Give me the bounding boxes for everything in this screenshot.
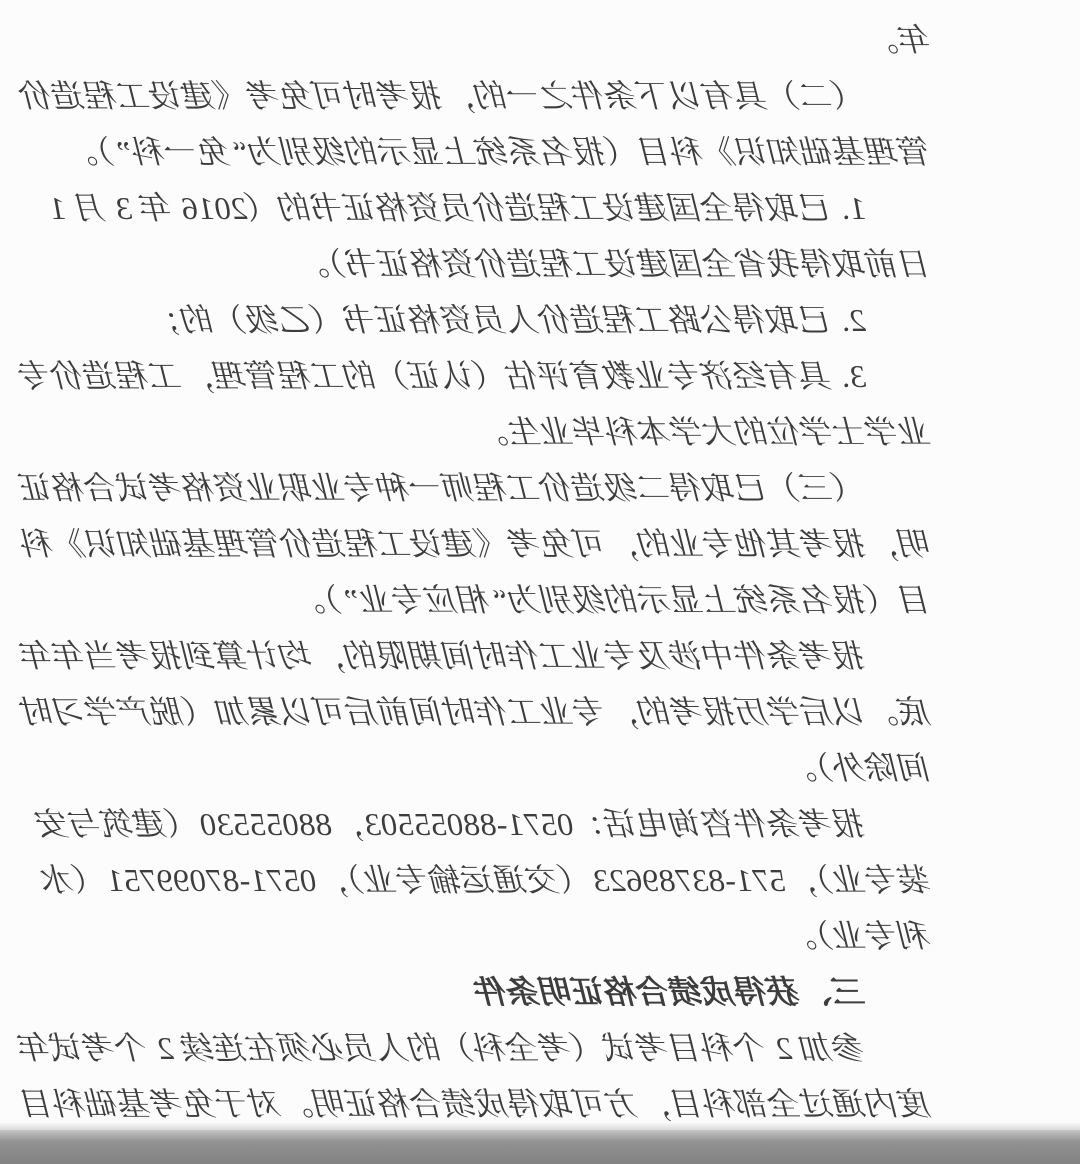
- document-line: 度内通过全部科目，方可取得成绩合格证明。对于免考基础科目: [21, 1086, 932, 1122]
- section-heading: 三、获得成绩合格证明条件: [475, 974, 866, 1010]
- document-line: （三）已取得二级造价工程师一种专业职业资格考试合格证: [20, 470, 866, 506]
- document-line: （二）具有以下条件之一的，报考时可免考《建设工程造价: [20, 78, 866, 114]
- document-line: 报考条件咨询电话：0571-88055503，88055530（建筑与安: [37, 806, 866, 842]
- document-line: 明，报考其他专业的，可免考《建设工程造价管理基础知识》科: [21, 526, 932, 562]
- scan-bottom-edge: [0, 1130, 1080, 1164]
- scan-edge-shadow: [0, 1122, 1080, 1130]
- document-line: 2. 已取得公路工程造价人员资格证书（乙级）的；: [149, 302, 866, 338]
- document-line: 年。: [866, 22, 932, 58]
- document-line: 目（报名系统上显示的级别为“相应专业”）。: [293, 582, 932, 618]
- document-line: 报考条件中涉及专业工作时间期限的，均计算到报考当年年: [20, 638, 866, 674]
- document-line: 日前取得我省全国建设工程造价资格证书）。: [297, 246, 932, 282]
- document-line: 业学士学位的大学本科毕业生。: [476, 414, 932, 450]
- document-line: 参加 2 个科目考试（考全科）的人员必须在连续 2 个考试年: [18, 1030, 866, 1066]
- document-line: 底。以后学历报考的，专业工作时间前后可以累加（脱产学习时: [21, 694, 932, 730]
- document-line: 1. 已取得全国建设工程造价员资格证书的（2016 年 3 月 1: [49, 190, 866, 226]
- document-line: 装专业），571-83789623（交通运输专业），0571-87099751（水: [42, 862, 932, 898]
- document-line: 间除外）。: [785, 750, 932, 786]
- document-line: 3. 具有经济专业教育评估（认证）的工程管理，工程造价专: [19, 358, 866, 394]
- document-line: 利专业）。: [785, 918, 932, 954]
- document-line: 管理基础知识》科目（报名系统上显示的级别为“免一科”）。: [66, 134, 932, 170]
